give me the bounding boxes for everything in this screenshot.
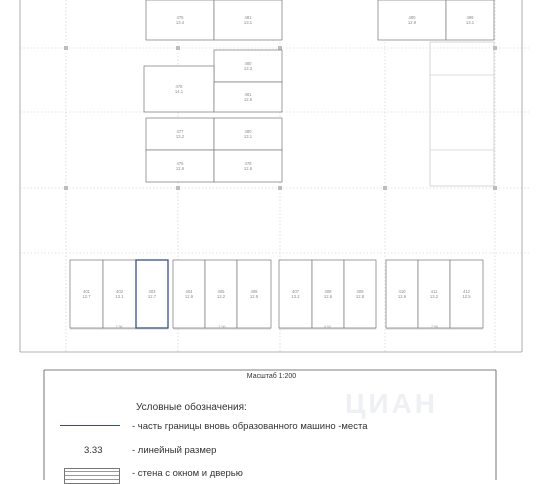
space-number: 480 [244,129,252,134]
space-area: 13.2 [216,294,226,299]
space-area: 12.9 [184,294,194,299]
space-area: 13.3 [243,66,253,71]
parking-space-409 [344,260,376,328]
parking-space-499 [446,0,494,40]
space-area: 13.1 [115,294,124,299]
legend-item-text: - линейный размер [132,445,217,456]
parking-space-477 [146,118,214,150]
space-number: 411 [430,289,438,294]
parking-space-401 [70,260,103,328]
space-number: 481 [244,15,252,20]
space-area: 13.1 [465,20,475,25]
space-area: 13.4 [175,20,185,25]
space-number: 405 [217,289,225,294]
legend-heading: Условные обозначения: [136,402,247,413]
space-number: 499 [466,15,474,20]
space-number: 477 [176,129,184,134]
space-number: 476 [176,161,184,166]
parking-space-404 [173,260,205,328]
space-area: 12.6 [175,166,185,171]
space-number: 475 [176,15,184,20]
parking-space-406 [237,260,271,328]
space-area: 12.6 [323,294,333,299]
space-number: 406 [250,289,258,294]
dimension-label: 7.96 [431,325,438,329]
parking-space-405 [205,260,237,328]
space-number: 404 [185,289,193,294]
space-area: 12.5 [462,294,471,299]
space-area: 12.6 [243,166,253,171]
space-number: 409 [356,289,364,294]
space-number: 408 [324,289,332,294]
space-area: 12.5 [243,97,253,102]
parking-space-481 [214,82,282,112]
ramp-area [430,42,494,186]
dimension-label: 7.96 [115,325,123,329]
legend-item-text: - часть границы вновь образованного машино -места [132,421,368,432]
legend-item-text: - стена с окном и дверью [132,468,243,479]
space-number: 402 [116,289,123,294]
parking-space-475 [146,0,214,40]
space-area: 13.2 [175,134,185,139]
parking-space-403 [136,260,168,328]
watermark: ЦИАН [345,388,439,419]
parking-space-480 [378,0,446,40]
parking-space-412 [450,260,483,328]
space-area: 14.1 [174,89,184,94]
space-area: 12.9 [407,20,417,25]
space-area: 12.9 [397,294,407,299]
space-number: 480 [408,15,416,20]
space-area: 13.1 [243,20,253,25]
space-area: 12.8 [355,294,365,299]
parking-space-478 [144,66,214,112]
space-number: 479 [244,161,252,166]
parking-space-476 [146,150,214,182]
space-number: 410 [398,289,406,294]
space-number: 403 [148,289,156,294]
parking-space-402 [103,260,136,328]
parking-space-408 [312,260,344,328]
space-area: 12.7 [82,294,91,299]
space-number: 407 [292,289,299,294]
space-number: 412 [463,289,470,294]
parking-space-410 [386,260,418,328]
dimension-label: 7.96 [218,325,226,329]
space-number: 481 [244,92,252,97]
parking-space-480 [214,50,282,82]
space-area: 12.9 [249,294,259,299]
scale-label: Масштаб 1:200 [246,373,297,380]
parking-space-480 [214,118,282,150]
space-area: 13.1 [243,134,253,139]
space-area: 13.2 [291,294,300,299]
dimension-label: 8.00 [324,325,331,329]
space-number: 480 [244,61,252,66]
parking-space-407 [279,260,312,328]
space-number: 478 [175,84,183,89]
parking-space-479 [214,150,282,182]
boundary-line-sample [60,421,120,431]
wall-sample [64,468,120,484]
space-area: 13.2 [429,294,439,299]
parking-space-481 [214,0,282,40]
space-area: 12.7 [147,294,157,299]
parking-space-411 [418,260,450,328]
dimension-sample: 3.33 [84,445,103,456]
space-number: 401 [83,289,90,294]
